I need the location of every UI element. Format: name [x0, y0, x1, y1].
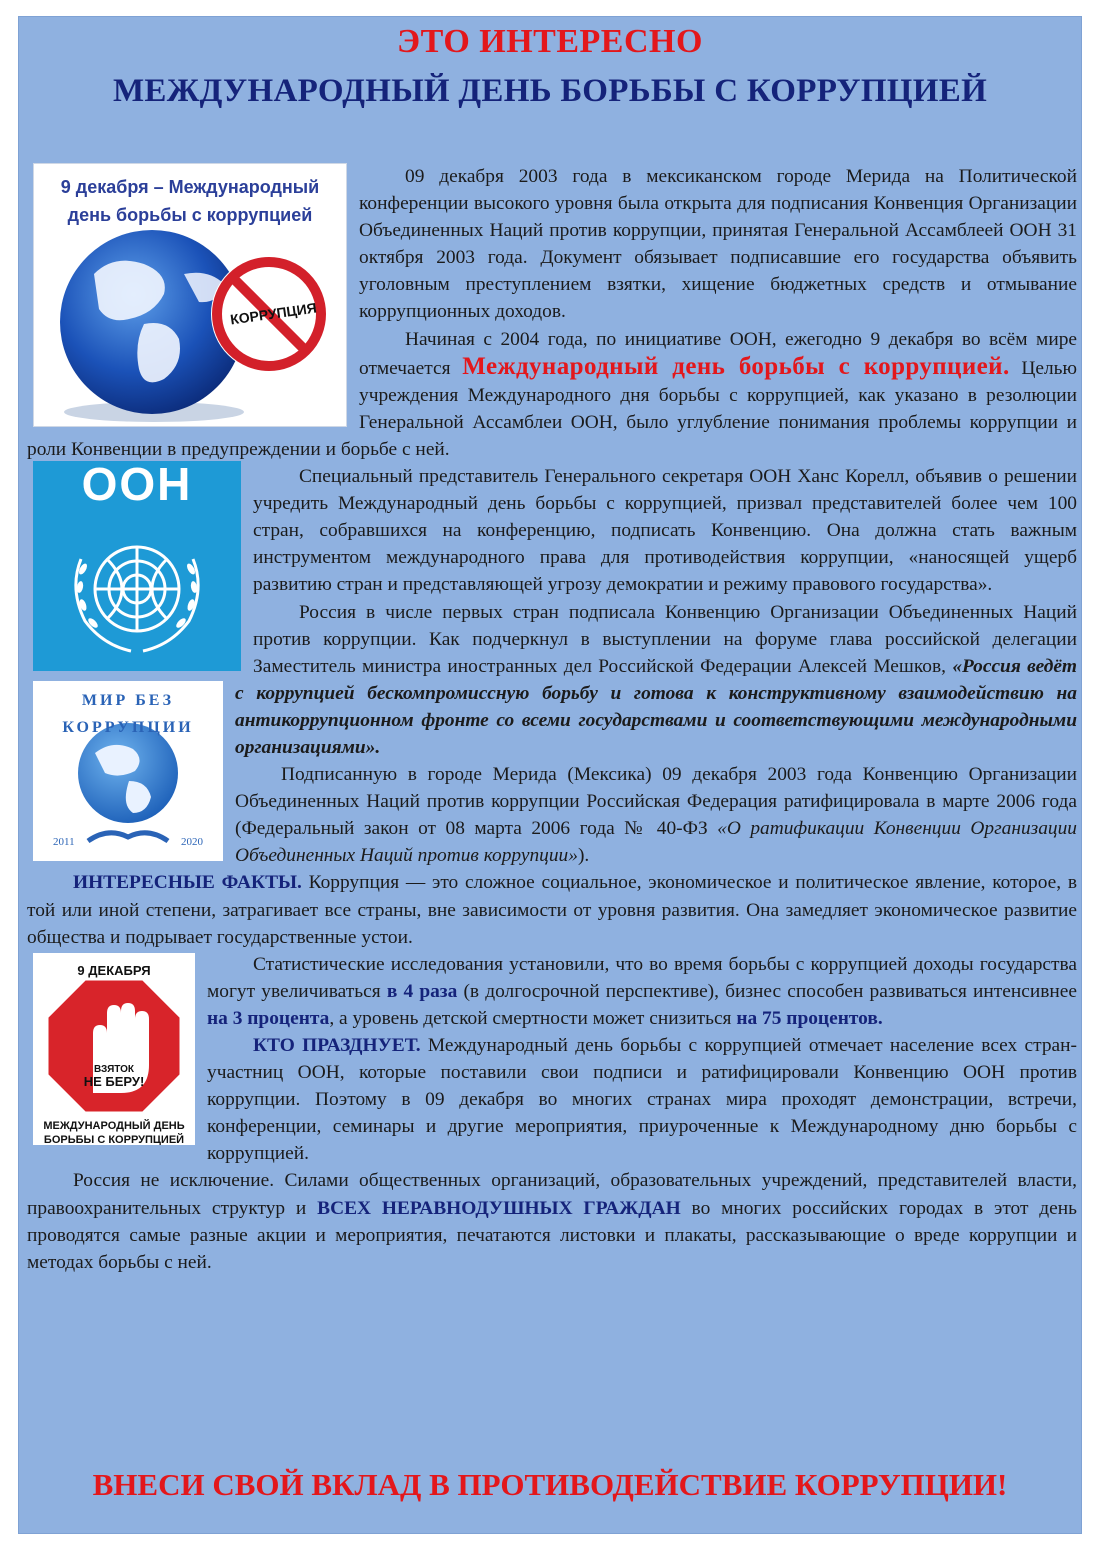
- globe-icon: [34, 164, 346, 426]
- p9-text-end: во многих российских городах в этот день проводятся самые разные акции и мероприятия, печатаются листовки и плакаты, рассказывающие о вреде коррупции и методах борьбы с ней.: [27, 1197, 1077, 1273]
- call-to-action: ВНЕСИ СВОЙ ВКЛАД В ПРОТИВОДЕЙСТВИЕ КОРРУПЦИИ!: [92, 1467, 1008, 1502]
- stop-hand-line2: НЕ БЕРУ!: [83, 1073, 145, 1089]
- un-image: [33, 461, 241, 671]
- highlight-day-name: Международный день борьбы с коррупцией.: [462, 352, 1010, 380]
- stat-4x: в 4 раза: [386, 980, 458, 1002]
- who-celebrates-heading: КТО ПРАЗДНУЕТ.: [253, 1035, 421, 1056]
- p4-text: Россия в числе первых стран подписала Конвенцию Организации Объединенных Наций против коррупции. Как подчеркнул в выступлении на форуме глава российской делегации Заместитель министра иностранных дел Российской Федерации Алексей Мешков,: [253, 601, 1077, 677]
- p2-text-before: Начиная с 2004 года, по инициативе ООН, ежегодно 9 декабря во всём мире отмечается: [359, 328, 1077, 379]
- paragraph-9: [27, 1167, 1077, 1275]
- who-celebrates-text: Международный день борьбы с коррупцией отмечает население всех стран-участниц ООН, которые поставили свои подписи и ратифицировали Конвенцию ООН против коррупции. Поэтому в 09 декабря во многих странах мира проходят демонстрации, встречи, конференции, семинары и другие мероприятия, приуроченные к Международному дню борьбы с коррупцией.: [207, 1035, 1077, 1165]
- p7-c: (в долгосрочной перспективе), бизнес способен развиваться интенсивнее: [457, 980, 1077, 1002]
- world-arc-text: МИР БЕЗ КОРРУПЦИИ: [62, 692, 194, 737]
- stop-bottom-line1: МЕЖДУНАРОДНЫЙ ДЕНЬ: [43, 1119, 185, 1132]
- paragraph-1: 09 декабря 2003 года в мексиканском городе Мерида на Политической конференции высокого уровня была открыта для подписания Конвенция Организации Объединенных Наций против коррупции, принятая Генеральной Ассамблеей ООН 31 октября 2003 года. Документ обязывает подписавшие его государства объявить уголовным преступлением взятки, хищение бюджетных средств и отмывание коррупционных доходов.: [359, 166, 1077, 323]
- un-label: ООН: [81, 461, 193, 511]
- stop-image: [33, 953, 195, 1145]
- p9-text: Россия не исключение. Силами общественных организаций, образовательных учреждений, представителей власти, правоохранительных структур и: [27, 1170, 1077, 1219]
- stat-75pct: на 75 процентов.: [736, 1007, 883, 1029]
- article-body: [27, 163, 1077, 1276]
- globe-caption-line1: 9 декабря – Международный: [60, 177, 320, 197]
- meshkov-quote: «Россия ведёт с коррупцией бескомпромиссную борьбу и готова к конструктивному взаимодействию на антикоррупционном фронте со всеми государствами и соответствующими международными организациями».: [235, 655, 1078, 758]
- un-emblem-icon: [33, 461, 241, 671]
- stop-top-label: 9 ДЕКАБРЯ: [77, 962, 151, 978]
- year-left: 2011: [53, 836, 75, 849]
- p7-a: Статистические исследования установили, что во время борьбы с коррупцией доходы государства могут увеличиваться: [207, 953, 1077, 1002]
- paragraph-6: [27, 869, 1077, 950]
- law-title: «О ратификации Конвенции Организации Объединенных Наций против коррупции»: [235, 818, 1077, 867]
- globe-image: [33, 163, 347, 427]
- p2-text-after: Целью учреждения Международного дня борьбы с коррупцией, как указано в резолюции Генеральной Ассамблеи ООН, было углубление понимания проблемы коррупции и роли Конвенции в предупреждении и борьбе с ней.: [27, 357, 1078, 460]
- stop-bottom-line2: БОРЬБЫ С КОРРУПЦИЕЙ: [43, 1133, 185, 1145]
- globe-caption-line2: день борьбы с коррупцией: [67, 205, 313, 225]
- all-citizens-highlight: ВСЕХ НЕРАВНОДУШНЫХ ГРАЖДАН: [317, 1197, 681, 1219]
- p5-text: Подписанную в городе Мерида (Мексика) 09 декабря 2003 года Конвенцию Организации Объединенных Наций против коррупции Российская Федерация ратифицировала в марте 2006 года (Федеральный закон от 08 марта 2006 года № 40-ФЗ: [235, 764, 1077, 840]
- facts-heading: ИНТЕРЕСНЫЕ ФАКТЫ.: [73, 872, 302, 894]
- stat-3pct: на 3 процента: [207, 1007, 330, 1029]
- kicker-title: ЭТО ИНТЕРЕСНО: [397, 23, 703, 60]
- p5-text-end: ).: [577, 845, 590, 867]
- globe-stamp-text: КОРРУПЦИЯ: [229, 299, 318, 328]
- stop-hand-line1: ВЗЯТОК: [93, 1063, 135, 1075]
- poster: [18, 16, 1082, 1534]
- year-right: 2020: [181, 836, 203, 849]
- page-title: МЕЖДУНАРОДНЫЙ ДЕНЬ БОРЬБЫ С КОРРУПЦИЕЙ: [112, 73, 988, 109]
- world-image: [33, 681, 223, 861]
- p7-e: , а уровень детской смертности может снизиться: [329, 1007, 737, 1029]
- facts-text: Коррупция — это сложное социальное, экономическое и политическое явление, которое, в той или иной степени, затрагивает все страны, вне зависимости от уровня развития. Она замедляет экономическое развитие общества и подрывает государственные устои.: [27, 872, 1077, 948]
- paragraph-3: Специальный представитель Генерального секретаря ООН Ханс Корелл, объявив о решении учредить Международный день борьбы с коррупцией, призвал представителей более чем 100 стран, собравшихся на конференцию, подписать Конвенцию. Она должна стать важным инструментом международного права для противодействия коррупции, «наносящей ущерб развитию стран и представляющей угрозу демократии и режиму правового государства».: [253, 466, 1077, 596]
